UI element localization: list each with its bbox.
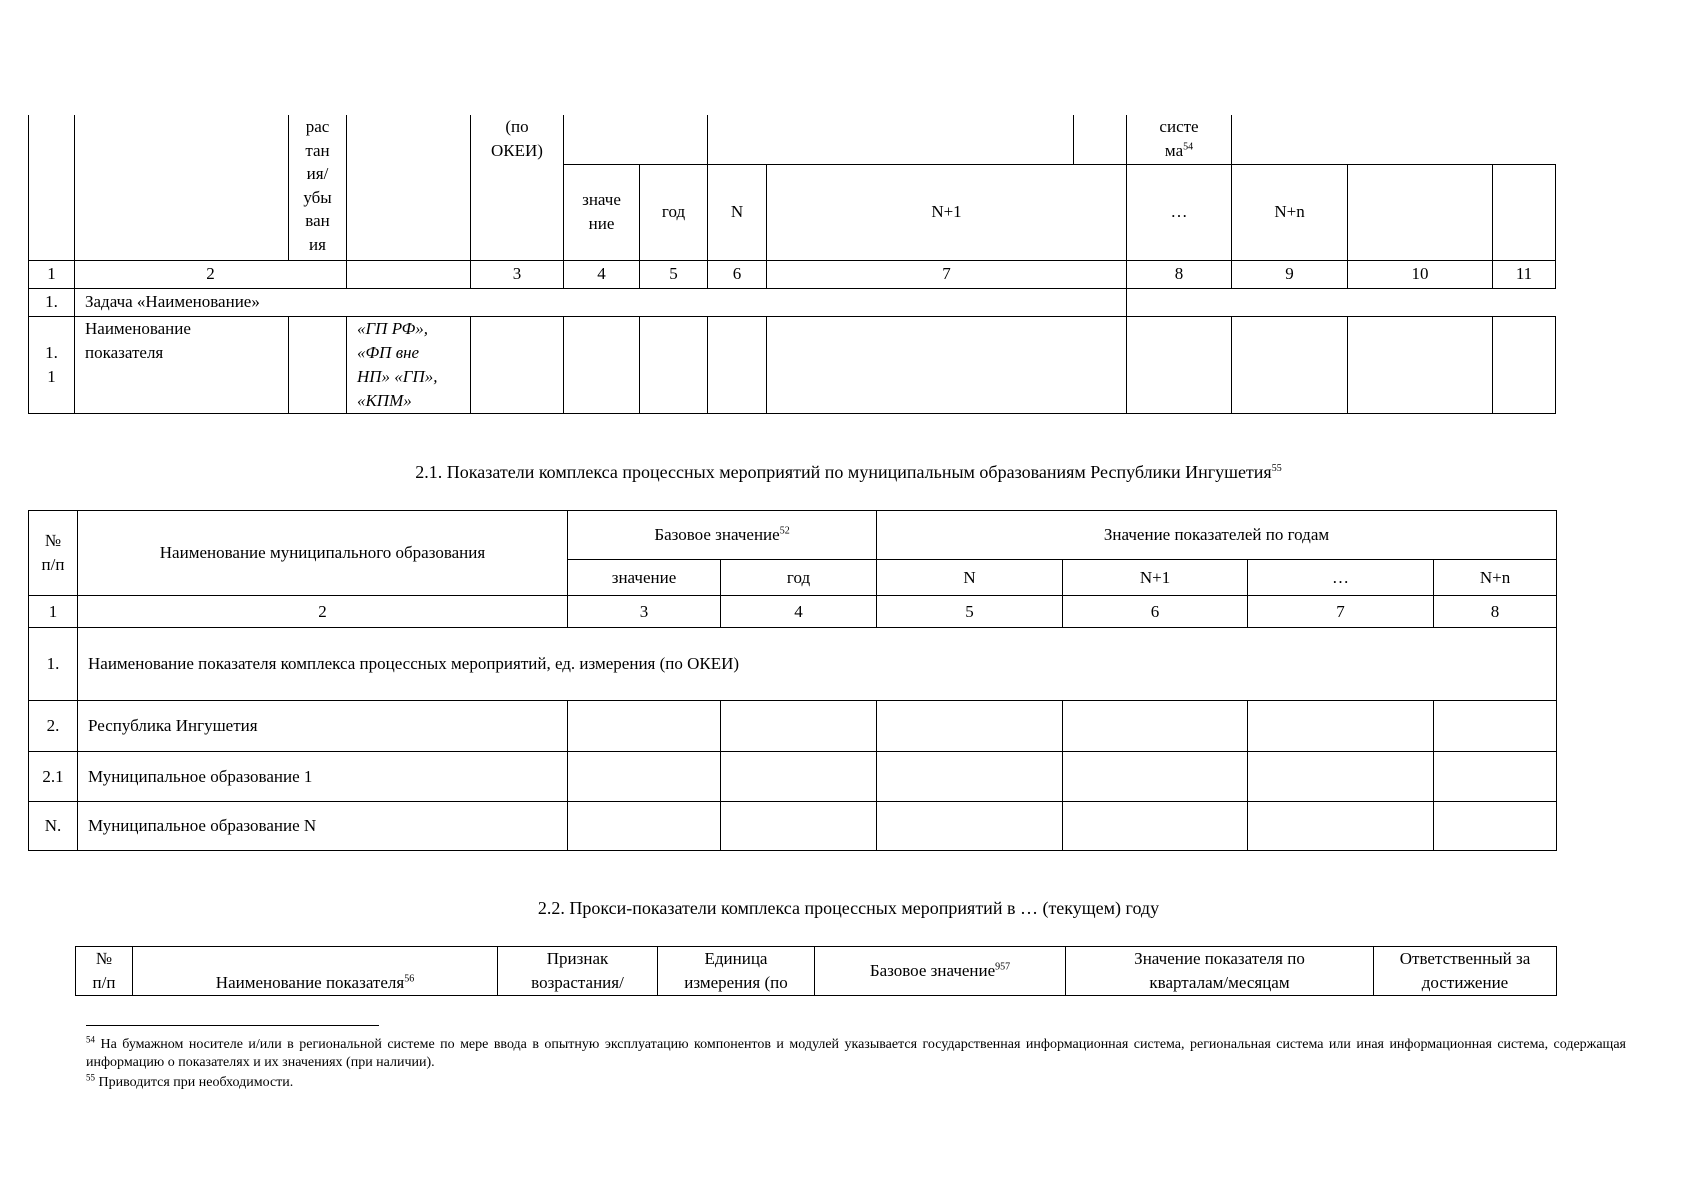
t1-header-growth: рас тан ия/ убы ван ия xyxy=(289,115,347,260)
footnote-ref-54: 54 xyxy=(1183,141,1194,153)
t2-row-no: N. xyxy=(29,802,78,851)
t2-row-cell xyxy=(1434,752,1557,802)
t1-header-nn: N+n xyxy=(1232,164,1348,260)
t2-row-cell xyxy=(721,802,877,851)
t2-row-cell xyxy=(1434,701,1557,752)
t2-header-n1: N+1 xyxy=(1063,560,1248,596)
t1-indicator-row xyxy=(29,316,1556,413)
t2-header-name: Наименование муниципального образования xyxy=(78,511,568,596)
t1-row-cell xyxy=(1348,316,1493,413)
t1-header-years-cell xyxy=(708,115,1074,164)
t1-row-cell xyxy=(708,316,767,413)
t1-number-row xyxy=(29,260,1556,288)
t2-header-n: N xyxy=(877,560,1063,596)
t1-row-name: Наименование показателя xyxy=(75,316,289,413)
t3-header-sign: Признак возрастания/ xyxy=(498,947,658,996)
t1-header-system: систе $ма^{54}$ xyxy=(1127,115,1232,164)
t2-row-cell xyxy=(721,752,877,802)
t2-num-cell: 7 xyxy=(1248,596,1434,628)
t2-row-cell xyxy=(568,752,721,802)
t1-task-label: Задача «Наименование» xyxy=(75,288,1127,316)
t1-header-value: значе ние xyxy=(564,164,640,260)
footnote-ref-957: 957 xyxy=(995,961,1011,973)
t1-row-cell xyxy=(289,316,347,413)
t1-header-level-cell xyxy=(347,115,471,260)
footnote-54: $^{54}$ На бумажном носителе и/или в региональной системе по мере ввода в опытную эксплуатацию компонентов и модулей указывается государственная информационная система, региональная система или иная информационная система, содержащая информацию о показателях и их значениях (при наличии). xyxy=(86,1034,1626,1070)
t2-row-cell xyxy=(1063,752,1248,802)
t1-num-cell: 4 xyxy=(564,260,640,288)
table-row xyxy=(29,802,1557,851)
t1-row-cell xyxy=(564,316,640,413)
t1-header-name-cell xyxy=(75,115,289,260)
t2-num-cell: 2 xyxy=(78,596,568,628)
footnote-separator xyxy=(86,1025,379,1026)
t1-row-level: «ГП РФ», «ФП вне НП» «ГП», «КПМ» xyxy=(347,316,471,413)
table-row xyxy=(29,701,1557,752)
t2-row-cell xyxy=(568,701,721,752)
t2-header-dots: … xyxy=(1248,560,1434,596)
t1-num-cell xyxy=(347,260,471,288)
t2-row-cell xyxy=(568,802,721,851)
t1-header-empty-right xyxy=(1232,115,1556,164)
table-row xyxy=(29,628,1557,701)
t1-header-year: год xyxy=(640,164,708,260)
proxy-indicators-table xyxy=(75,946,1557,996)
t2-row-cell xyxy=(721,701,877,752)
t1-header-col10 xyxy=(1348,164,1493,260)
t1-num-cell: 7 xyxy=(767,260,1127,288)
footnote-55: $^{55}$ Приводится при необходимости. xyxy=(86,1072,294,1090)
t1-num-cell: 11 xyxy=(1493,260,1556,288)
t3-header-responsible: Ответственный за достижение xyxy=(1374,947,1557,996)
t2-number-row xyxy=(29,596,1557,628)
t2-row-name: Наименование показателя комплекса процессных мероприятий, ед. измерения (по ОКЕИ) xyxy=(78,628,1557,701)
t3-header-unit: Единица измерения (по xyxy=(658,947,815,996)
t1-row-cell xyxy=(640,316,708,413)
t2-row-name: Муниципальное образование N xyxy=(78,802,568,851)
t1-header-no-cell xyxy=(29,115,75,260)
t2-header-year: год xyxy=(721,560,877,596)
t2-row-name: Республика Ингушетия xyxy=(78,701,568,752)
t1-num-cell: 9 xyxy=(1232,260,1348,288)
t2-row-cell xyxy=(1434,802,1557,851)
t1-num-cell: 1 xyxy=(29,260,75,288)
t2-num-cell: 4 xyxy=(721,596,877,628)
t1-header-n: N xyxy=(708,164,767,260)
t1-header-col11 xyxy=(1493,164,1556,260)
t2-num-cell: 1 xyxy=(29,596,78,628)
t3-header-quarter: Значение показателя по кварталам/месяцам xyxy=(1066,947,1374,996)
t1-num-cell: 8 xyxy=(1127,260,1232,288)
t1-header-unit: (по ОКЕИ) xyxy=(471,115,564,260)
footnote-ref-56: 56 xyxy=(404,973,415,985)
t1-num-cell: 2 xyxy=(75,260,347,288)
t2-header-base: Базовое значение$^{52}$ xyxy=(568,511,877,560)
t1-row-cell xyxy=(1127,316,1232,413)
t2-num-cell: 5 xyxy=(877,596,1063,628)
t2-row-no: 2. xyxy=(29,701,78,752)
t1-task-row xyxy=(29,288,1556,316)
t1-row-no: 1. 1 xyxy=(29,316,75,413)
t3-header-no: № п/п xyxy=(76,947,133,996)
t2-row-cell xyxy=(1248,752,1434,802)
t1-row-cell xyxy=(767,316,1127,413)
t1-row-cell xyxy=(1493,316,1556,413)
t2-header-no: № п/п xyxy=(29,511,78,596)
footnote-ref-52: 52 xyxy=(779,525,790,537)
t2-row-cell xyxy=(1063,802,1248,851)
t1-num-cell: 3 xyxy=(471,260,564,288)
t3-header-name: Наименование показателя$^{56}$ xyxy=(133,947,498,996)
t2-row-no: 2.1 xyxy=(29,752,78,802)
t2-num-cell: 8 xyxy=(1434,596,1557,628)
t2-row-cell xyxy=(1248,701,1434,752)
t1-row-cell xyxy=(471,316,564,413)
t1-task-empty xyxy=(1127,288,1493,316)
table-row xyxy=(29,752,1557,802)
t2-row-no: 1. xyxy=(29,628,78,701)
t1-header-dots: … xyxy=(1127,164,1232,260)
t2-num-cell: 3 xyxy=(568,596,721,628)
t2-row-cell xyxy=(877,701,1063,752)
t2-row-cell xyxy=(877,752,1063,802)
t1-row-cell xyxy=(1232,316,1348,413)
t2-header-nn: N+n xyxy=(1434,560,1557,596)
section-2-2-title: 2.2. Прокси-показатели комплекса процессных мероприятий в … (текущем) году xyxy=(537,898,1160,918)
t2-row-cell xyxy=(877,802,1063,851)
t1-num-cell: 10 xyxy=(1348,260,1493,288)
municipal-indicators-table xyxy=(28,510,1557,851)
t1-num-cell: 5 xyxy=(640,260,708,288)
t2-row-name: Муниципальное образование 1 xyxy=(78,752,568,802)
section-2-1-title: 2.1. Показатели комплекса процессных мероприятий по муниципальным образованиям Республики Ингушетия$^{55}$ xyxy=(415,462,1282,482)
t2-header-value: значение xyxy=(568,560,721,596)
t2-num-cell: 6 xyxy=(1063,596,1248,628)
t1-header-base-cell xyxy=(564,115,708,164)
footnote-ref-55: 55 xyxy=(1271,463,1282,474)
t1-num-cell: 6 xyxy=(708,260,767,288)
t1-header-blank-cell xyxy=(1074,115,1127,164)
t2-row-cell xyxy=(1248,802,1434,851)
indicators-table-continuation xyxy=(28,115,1556,414)
t2-row-cell xyxy=(1063,701,1248,752)
t1-task-no: 1. xyxy=(29,288,75,316)
t2-header-years: Значение показателей по годам xyxy=(877,511,1557,560)
t3-header-base: Базовое значение$^{957}$ xyxy=(815,947,1066,996)
t1-header-n1: N+1 xyxy=(767,164,1127,260)
